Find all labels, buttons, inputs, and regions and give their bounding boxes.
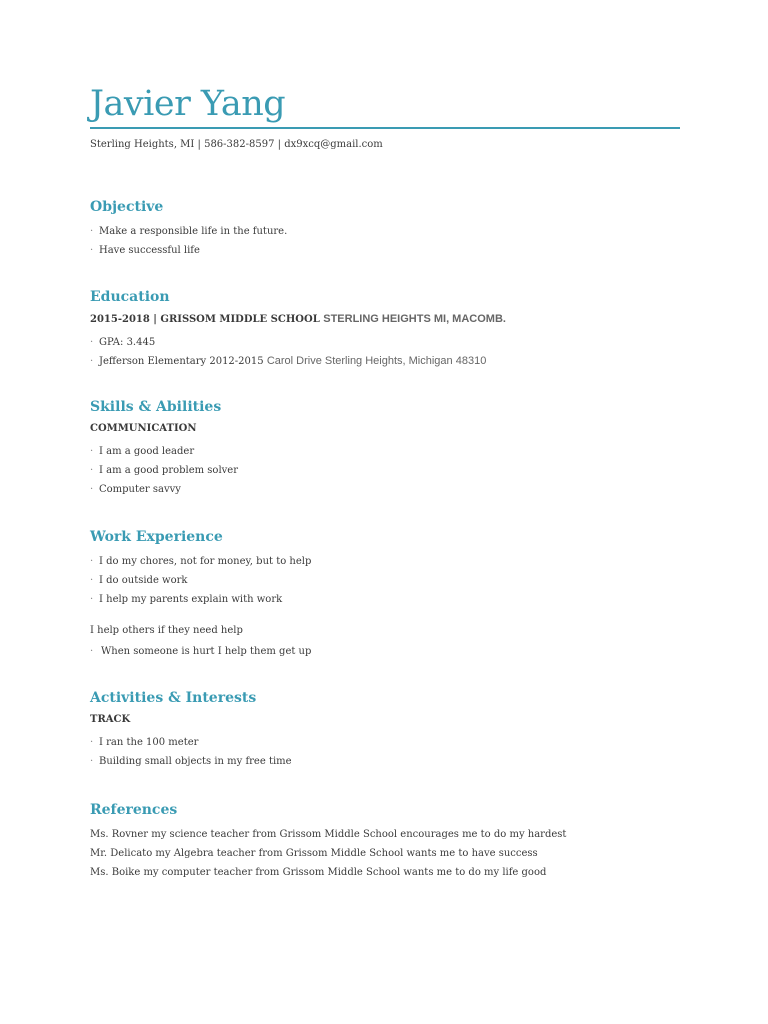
- candidate-name: Javier Yang: [90, 84, 286, 124]
- education-heading: Education: [90, 289, 170, 305]
- skills-heading: Skills & Abilities: [90, 399, 222, 415]
- list-item: · I ran the 100 meter: [90, 733, 690, 752]
- list-item: · I help my parents explain with work: [90, 590, 690, 609]
- activities-subheading: TRACK: [90, 714, 131, 725]
- work-heading: Work Experience: [90, 529, 223, 545]
- work-list: [90, 552, 690, 609]
- skills-list: [90, 442, 690, 499]
- list-item: · Computer savvy: [90, 480, 690, 499]
- list-item: · I am a good leader: [90, 442, 690, 461]
- activities-section: [90, 689, 690, 771]
- list-item: [90, 352, 690, 371]
- list-item: · Building small objects in my free time: [90, 752, 690, 771]
- elementary-address: Carol Drive Sterling Heights, Michigan 48310: [266, 355, 487, 367]
- school-name: 2015-2018 | GRISSOM MIDDLE SCHOOL: [90, 314, 320, 325]
- references-section: [90, 801, 690, 882]
- list-item: · When someone is hurt I help them get up: [90, 642, 690, 661]
- list-item: · I am a good problem solver: [90, 461, 690, 480]
- reference-line: Mr. Delicato my Algebra teacher from Grissom Middle School wants me to have success: [90, 848, 538, 859]
- list-item: · I do my chores, not for money, but to help: [90, 552, 690, 571]
- activities-heading: Activities & Interests: [90, 690, 257, 706]
- work-section: [90, 528, 690, 661]
- references-heading: References: [90, 802, 178, 818]
- skills-subheading: COMMUNICATION: [90, 423, 197, 434]
- work-paragraph: I help others if they need help: [90, 625, 243, 636]
- elementary-school: Jefferson Elementary 2012-2015: [99, 356, 264, 367]
- list-item: · GPA: 3.445: [90, 333, 690, 352]
- header-divider: [90, 127, 680, 129]
- work-extra-list: [90, 642, 690, 661]
- list-item: · I do outside work: [90, 571, 690, 590]
- objective-heading: Objective: [90, 199, 164, 215]
- list-item: · Make a responsible life in the future.: [90, 222, 690, 241]
- education-section: [90, 288, 690, 371]
- contact-info: Sterling Heights, MI | 586-382-8597 | dx9xcq@gmail.com: [90, 139, 383, 150]
- education-list: [90, 333, 690, 371]
- school-line: [90, 312, 690, 327]
- reference-line: Ms. Boike my computer teacher from Grissom Middle School wants me to do my life good: [90, 867, 547, 878]
- skills-section: [90, 398, 690, 499]
- list-item: · Have successful life: [90, 241, 690, 260]
- activities-list: [90, 733, 690, 771]
- reference-line: Ms. Rovner my science teacher from Grissom Middle School encourages me to do my hardest: [90, 829, 567, 840]
- objective-list: [90, 222, 690, 260]
- school-location: STERLING HEIGHTS MI, MACOMB.: [323, 313, 506, 325]
- objective-section: [90, 198, 690, 260]
